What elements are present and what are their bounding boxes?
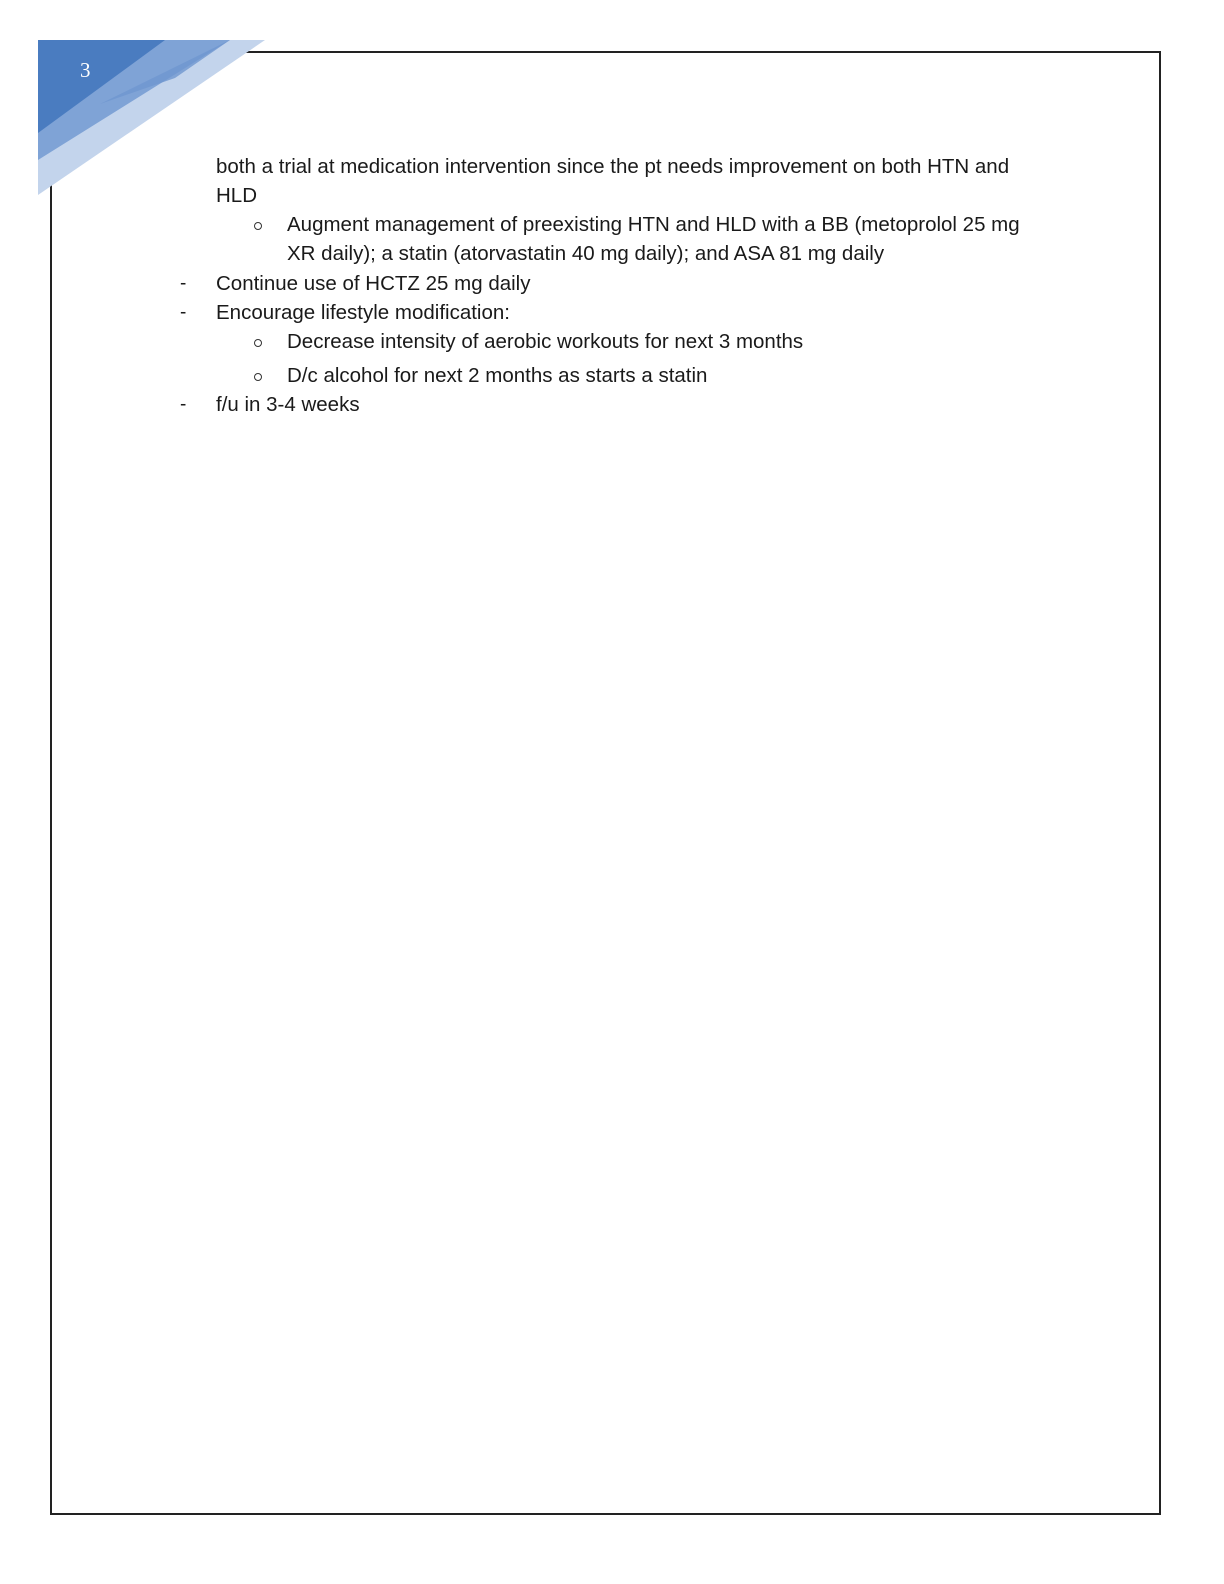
circle-bullet-icon (254, 339, 262, 347)
dash-bullet-icon: - (180, 394, 187, 415)
sub-list-item-text: XR daily); a statin (atorvastatin 40 mg daily); and ASA 81 mg daily (287, 242, 885, 265)
dash-bullet-icon: - (180, 273, 187, 294)
sub-list-item-text: D/c alcohol for next 2 months as starts a statin (287, 364, 708, 387)
list-item-text: Continue use of HCTZ 25 mg daily (216, 272, 531, 295)
sub-list-item-text: Augment management of preexisting HTN and HLD with a BB (metoprolol 25 mg (287, 213, 1020, 236)
paragraph-continuation-line: both a trial at medication intervention since the pt needs improvement on both HTN and (216, 155, 1010, 178)
list-item-text: f/u in 3-4 weeks (216, 393, 360, 416)
circle-bullet-icon (254, 222, 262, 230)
list-item-text: Encourage lifestyle modification: (216, 301, 510, 324)
dash-bullet-icon: - (180, 302, 187, 323)
circle-bullet-icon (254, 373, 262, 381)
sub-list-item-text: Decrease intensity of aerobic workouts for next 3 months (287, 330, 804, 353)
paragraph-continuation-line: HLD (216, 184, 258, 207)
page-number: 3 (80, 58, 91, 82)
